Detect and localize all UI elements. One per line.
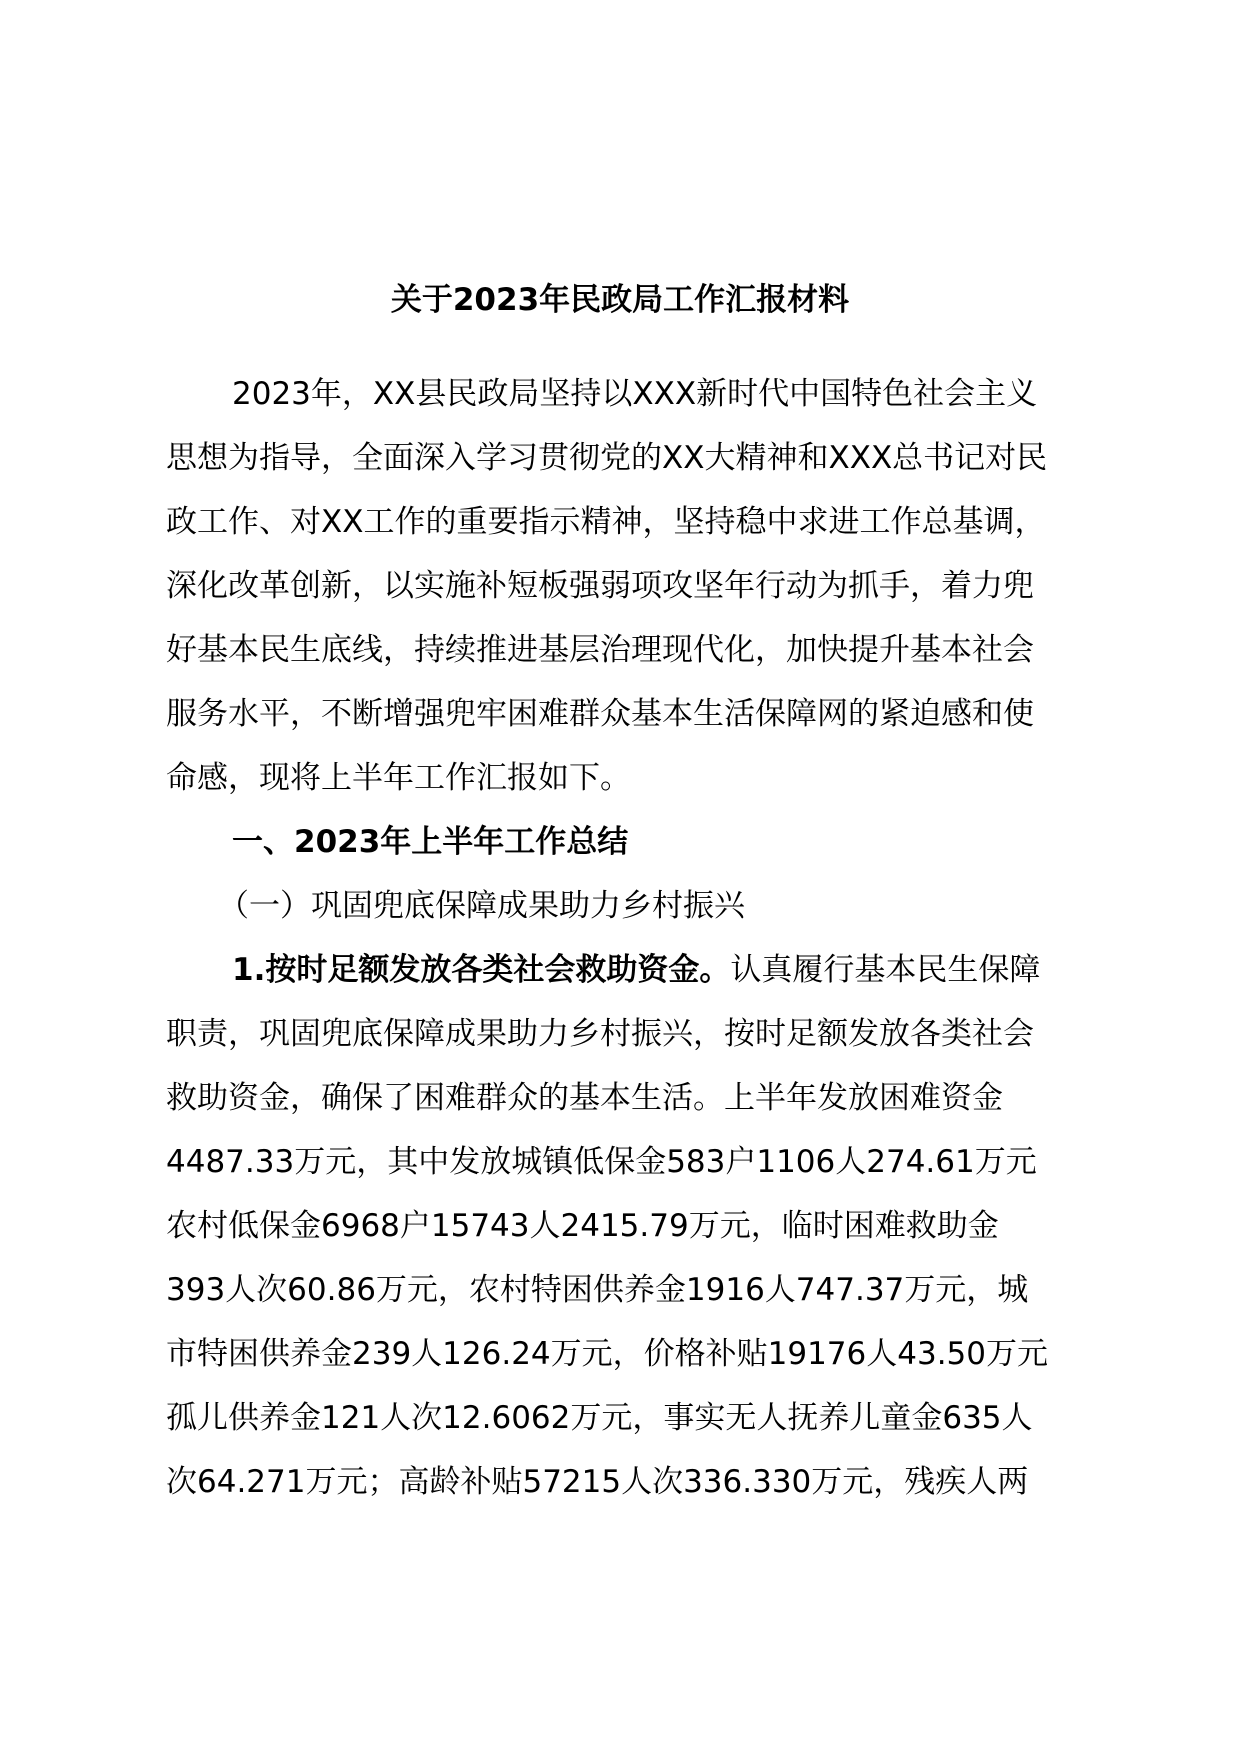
item-first-line — [232, 948, 1040, 992]
paragraph-line: 命感，现将上半年工作汇报如下。 — [166, 760, 631, 796]
item-bold-lead: 1.按时足额发放各类社会救助资金。 — [232, 952, 731, 988]
paragraph-line: 职责，巩固兜底保障成果助力乡村振兴，按时足额发放各类社会 — [166, 1016, 1034, 1052]
subsection-heading: （一）巩固兜底保障成果助力乡村振兴 — [218, 888, 745, 924]
paragraph-line: 4487.33万元，其中发放城镇低保金583户1106人274.61万元 — [166, 1144, 1037, 1180]
paragraph-line: 2023年，XX县民政局坚持以XXX新时代中国特色社会主义 — [232, 376, 1038, 412]
paragraph-line: 政工作、对XX工作的重要指示精神，坚持稳中求进工作总基调， — [166, 504, 1046, 540]
paragraph-line: 救助资金，确保了困难群众的基本生活。上半年发放困难资金 — [166, 1080, 1003, 1116]
item-lead-text: 认真履行基本民生保障 — [730, 952, 1041, 988]
paragraph-line: 市特困供养金239人126.24万元，价格补贴19176人43.50万元 — [166, 1336, 1048, 1372]
paragraph-line: 孤儿供养金121人次12.6062万元，事实无人抚养儿童金635人 — [166, 1400, 1033, 1436]
section-heading: 一、2023年上半年工作总结 — [232, 824, 629, 860]
paragraph-line: 服务水平，不断增强兜牢困难群众基本生活保障网的紧迫感和使 — [166, 696, 1034, 732]
paragraph-line: 农村低保金6968户15743人2415.79万元，临时困难救助金 — [166, 1208, 999, 1244]
document-title: 关于2023年民政局工作汇报材料 — [390, 282, 850, 318]
paragraph-line: 次64.271万元；高龄补贴57215人次336.330万元，残疾人两 — [166, 1464, 1029, 1500]
paragraph-line: 思想为指导，全面深入学习贯彻党的XX大精神和XXX总书记对民 — [166, 440, 1048, 476]
paragraph-line: 好基本民生底线，持续推进基层治理现代化，加快提升基本社会 — [166, 632, 1034, 668]
paragraph-line: 深化改革创新，以实施补短板强弱项攻坚年行动为抓手，着力兜 — [166, 568, 1034, 604]
paragraph-line: 393人次60.86万元，农村特困供养金1916人747.37万元，城 — [166, 1272, 1029, 1308]
